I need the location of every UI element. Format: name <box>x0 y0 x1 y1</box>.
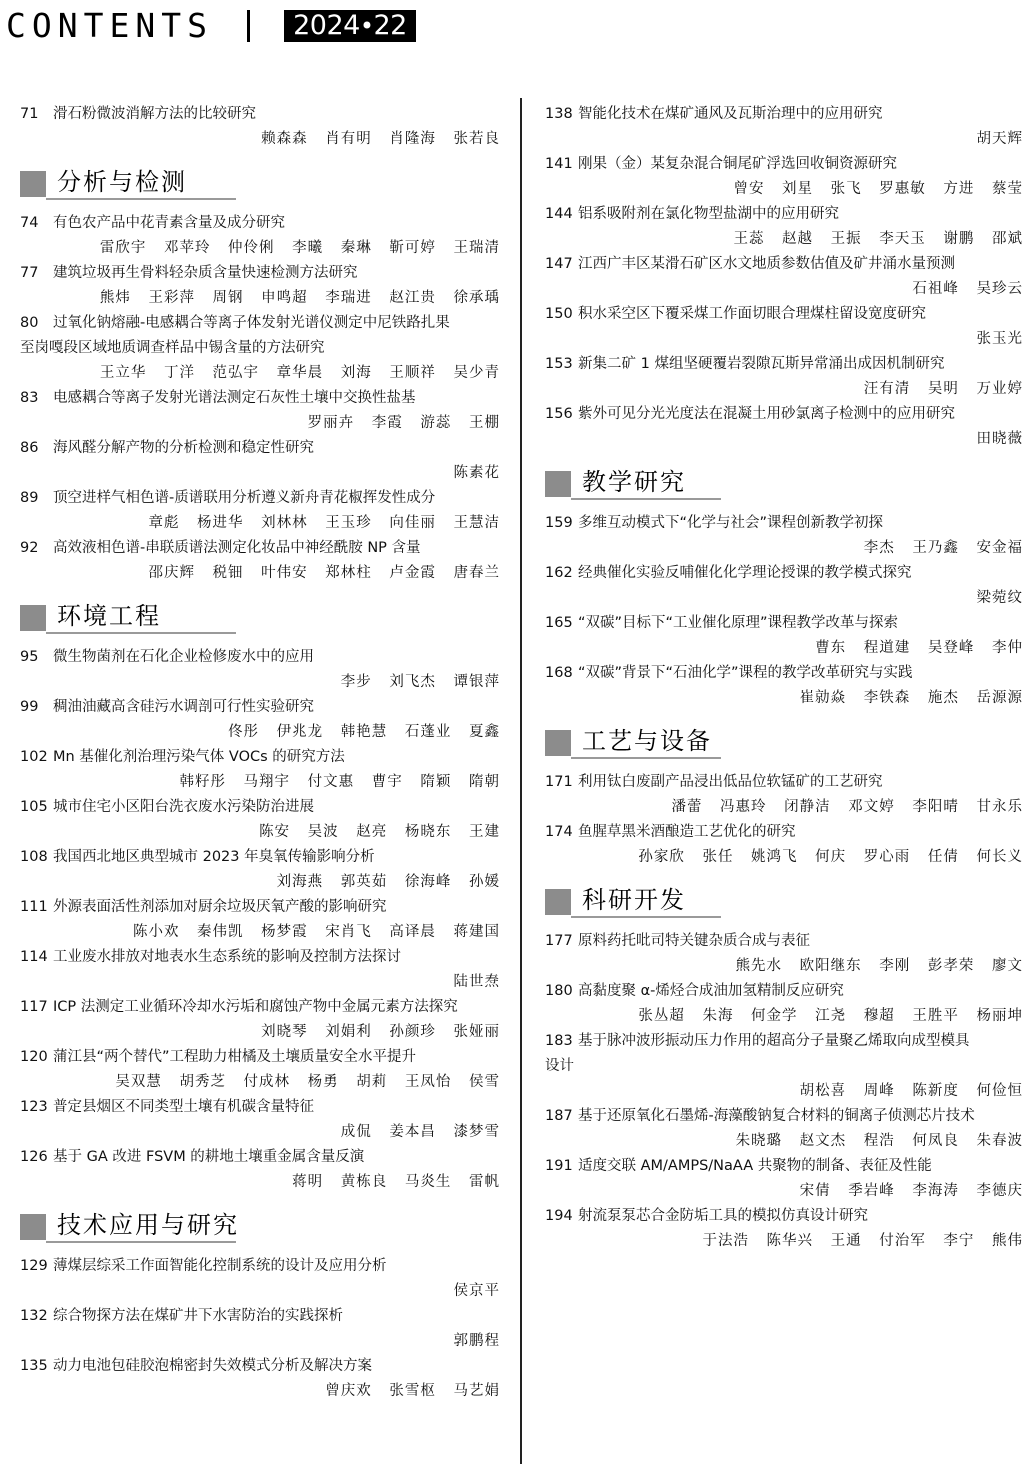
toc-authors: 石祖峰 吴珍云 <box>912 281 1023 297</box>
toc-page-number: 117 <box>20 999 48 1015</box>
section-heading <box>545 465 1023 499</box>
toc-authors: 熊炜 王彩萍 周钢 申鸣超 李瑞进 赵江贵 徐承瑀 <box>99 290 500 306</box>
toc-page-number: 95 <box>20 649 39 665</box>
toc-title: 综合物探方法在煤矿井下水害防治的实践探析 <box>53 1308 343 1324</box>
toc-title-line <box>20 102 500 127</box>
toc-entry[interactable] <box>20 386 500 436</box>
toc-entry[interactable] <box>20 1254 500 1304</box>
toc-entry[interactable] <box>545 1029 1023 1104</box>
toc-title: 动力电池包硅胶泡棉密封失效模式分析及解决方案 <box>53 1358 372 1374</box>
toc-authors: 于法浩 陈华兴 王通 付治军 李宁 熊伟 <box>702 1233 1023 1249</box>
toc-title-line <box>20 1354 500 1379</box>
toc-page-number: 129 <box>20 1258 48 1274</box>
toc-title-line <box>545 402 1023 427</box>
toc-authors: 汪有清 吴明 万业婷 <box>863 381 1023 397</box>
toc-title: Mn 基催化剂治理污染气体 VOCs 的研究方法 <box>53 749 345 765</box>
section-marker-square <box>545 889 571 915</box>
toc-page-number: 123 <box>20 1099 48 1115</box>
toc-title-line <box>20 1304 500 1329</box>
toc-page-number: 162 <box>545 565 573 581</box>
toc-title-line <box>545 820 1023 845</box>
issue-badge <box>284 10 416 42</box>
toc-page-number: 83 <box>20 390 39 406</box>
toc-page-number: 147 <box>545 256 573 272</box>
toc-page-number: 150 <box>545 306 573 322</box>
toc-page-number: 77 <box>20 265 39 281</box>
toc-title-line <box>20 261 500 286</box>
toc-title: 基于 GA 改进 FSVM 的耕地土壤重金属含量反演 <box>53 1149 365 1165</box>
toc-entry[interactable] <box>545 1204 1023 1254</box>
toc-page-number: 138 <box>545 106 573 122</box>
toc-title-line <box>545 352 1023 377</box>
toc-page-number: 105 <box>20 799 48 815</box>
toc-authors: 章彪 杨进华 刘林林 王玉珍 向佳丽 王慧洁 <box>148 515 500 531</box>
toc-entry[interactable] <box>545 979 1023 1029</box>
section-title: 工艺与设备 <box>582 727 712 755</box>
toc-title: 基于脉冲波形振动压力作用的超高分子量聚乙烯取向成型模具 <box>578 1033 970 1049</box>
toc-entry[interactable] <box>545 202 1023 252</box>
header-separator-bar <box>247 10 250 42</box>
toc-title: 射流泵泵芯合金防垢工具的模拟仿真设计研究 <box>578 1208 868 1224</box>
toc-title-line <box>545 561 1023 586</box>
toc-title: 电感耦合等离子发射光谱法测定石灰性土壤中交换性盐基 <box>53 390 416 406</box>
toc-title-line <box>20 486 500 511</box>
toc-authors: 陈素花 <box>453 465 500 481</box>
toc-authors: 曹东 程道建 吴登峰 李仲 <box>815 640 1023 656</box>
toc-title-line <box>20 1145 500 1170</box>
toc-authors: 张丛超 朱海 何金学 江尧 穆超 王胜平 杨丽坤 <box>638 1008 1023 1024</box>
toc-title-continuation <box>545 1054 1023 1079</box>
section-title: 环境工程 <box>57 602 161 630</box>
toc-entry[interactable] <box>545 820 1023 870</box>
toc-title-line <box>545 202 1023 227</box>
toc-entry[interactable] <box>545 302 1023 352</box>
toc-title-line <box>20 845 500 870</box>
toc-authors: 梁菀纹 <box>976 590 1023 606</box>
toc-title: 适度交联 AM/AMPS/NaAA 共聚物的制备、表征及性能 <box>578 1158 932 1174</box>
toc-title: 工业废水排放对地表水生态系统的影响及控制方法探讨 <box>53 949 401 965</box>
toc-title-line <box>545 1154 1023 1179</box>
toc-authors: 陆世焘 <box>453 974 500 990</box>
toc-authors: 曾安 刘星 张飞 罗惠敏 方进 蔡莹 <box>733 181 1023 197</box>
toc-title-line <box>545 661 1023 686</box>
toc-authors: 王立华 丁洋 范弘宇 章华晨 刘海 王顺祥 吴少青 <box>99 365 500 381</box>
toc-page-number: 74 <box>20 215 39 231</box>
toc-page-number: 102 <box>20 749 48 765</box>
toc-entry[interactable] <box>545 511 1023 561</box>
toc-authors: 侯京平 <box>453 1283 500 1299</box>
toc-entry[interactable] <box>20 795 500 845</box>
toc-title: 刚果（金）某复杂混合铜尾矿浮选回收铜资源研究 <box>578 156 897 172</box>
toc-title: 外源表面活性剂添加对厨余垃圾厌氧产酸的影响研究 <box>53 899 387 915</box>
toc-authors: 刘晓琴 刘娟利 孙颜珍 张娅丽 <box>261 1024 500 1040</box>
toc-entry[interactable] <box>20 536 500 586</box>
toc-entry[interactable] <box>20 695 500 745</box>
toc-title: 高黏度聚 α-烯烃合成油加氢精制反应研究 <box>578 983 844 999</box>
toc-authors: 朱晓璐 赵文杰 程浩 何凤良 朱春波 <box>735 1133 1023 1149</box>
toc-title-line <box>545 252 1023 277</box>
toc-title-line <box>20 645 500 670</box>
toc-entry[interactable] <box>20 486 500 536</box>
toc-title: 多维互动模式下“化学与社会”课程创新教学初探 <box>578 515 884 531</box>
toc-page-number: 168 <box>545 665 573 681</box>
toc-page-number: 171 <box>545 774 573 790</box>
toc-title: 利用钛白废副产品浸出低品位软锰矿的工艺研究 <box>578 774 883 790</box>
toc-title: 普定县烟区不同类型土壤有机碳含量特征 <box>53 1099 314 1115</box>
toc-page-number: 71 <box>20 106 39 122</box>
toc-title: 滑石粉微波消解方法的比较研究 <box>53 106 256 122</box>
column-divider <box>520 98 522 1464</box>
toc-title-line <box>545 102 1023 127</box>
toc-entry[interactable] <box>545 770 1023 820</box>
toc-title-line <box>545 611 1023 636</box>
section-heading <box>545 724 1023 758</box>
toc-title: 微生物菌剂在石化企业检修废水中的应用 <box>53 649 314 665</box>
toc-page-number: 194 <box>545 1208 573 1224</box>
toc-entry[interactable] <box>20 1095 500 1145</box>
toc-authors: 韩籽彤 马翔宇 付文惠 曹宇 隋颖 隋朝 <box>179 774 500 790</box>
toc-title-line <box>20 795 500 820</box>
toc-title: 有色农产品中花青素含量及成分研究 <box>53 215 285 231</box>
toc-title-continuation <box>20 336 500 361</box>
toc-title: 基于还原氧化石墨烯-海藻酸钠复合材料的铜离子侦测芯片技术 <box>578 1108 975 1124</box>
contents-label: CONTENTS <box>6 6 213 45</box>
toc-entry[interactable] <box>20 436 500 486</box>
toc-title: 城市住宅小区阳台洗衣废水污染防治进展 <box>53 799 314 815</box>
toc-page-number: 86 <box>20 440 39 456</box>
toc-right-column <box>545 102 1023 1254</box>
toc-entry[interactable] <box>545 352 1023 402</box>
toc-title: 我国西北地区典型城市 2023 年臭氧传输影响分析 <box>53 849 375 865</box>
toc-title-line <box>20 211 500 236</box>
toc-title: 紫外可见分光光度法在混凝土用砂氯离子检测中的应用研究 <box>578 406 955 422</box>
toc-authors: 陈安 吴波 赵亮 杨晓东 王建 <box>259 824 500 840</box>
toc-title-line <box>20 945 500 970</box>
toc-page-number: 135 <box>20 1358 48 1374</box>
toc-title-line <box>20 895 500 920</box>
section-title: 分析与检测 <box>57 168 187 196</box>
toc-page-number: 132 <box>20 1308 48 1324</box>
toc-title-line <box>20 1045 500 1070</box>
toc-authors: 吴双慧 胡秀芝 付成林 杨勇 胡莉 王凤怡 侯雪 <box>115 1074 500 1090</box>
toc-authors: 李步 刘飞杰 谭银萍 <box>340 674 500 690</box>
section-marker-square <box>545 730 571 756</box>
section-heading <box>20 1208 500 1242</box>
toc-page-number: 174 <box>545 824 573 840</box>
section-title: 技术应用与研究 <box>57 1211 239 1239</box>
toc-title-line <box>545 979 1023 1004</box>
toc-title-line <box>545 770 1023 795</box>
toc-entry[interactable] <box>20 745 500 795</box>
toc-title-line <box>545 929 1023 954</box>
toc-entry[interactable] <box>545 611 1023 661</box>
toc-page-number: 108 <box>20 849 48 865</box>
toc-title-line <box>20 1095 500 1120</box>
toc-title: 蒲江县“两个替代”工程助力柑橘及土壤质量安全水平提升 <box>53 1049 417 1065</box>
section-marker-square <box>545 471 571 497</box>
toc-title: 稠油油藏高含硅污水调剖可行性实验研究 <box>53 699 314 715</box>
toc-title-line <box>20 311 500 336</box>
toc-title-line <box>20 745 500 770</box>
toc-page-number: 159 <box>545 515 573 531</box>
toc-authors: 赖森森 肖有明 肖隆海 张若良 <box>261 131 500 147</box>
toc-title: “双碳”背景下“石油化学”课程的教学改革研究与实践 <box>578 665 913 681</box>
toc-title: 智能化技术在煤矿通风及瓦斯治理中的应用研究 <box>578 106 883 122</box>
section-marker-square <box>20 171 46 197</box>
toc-authors: 罗丽卉 李霞 游蕊 王棚 <box>307 415 500 431</box>
toc-title-line <box>545 511 1023 536</box>
toc-page-number: 153 <box>545 356 573 372</box>
toc-title-line <box>20 695 500 720</box>
toc-entry[interactable] <box>20 645 500 695</box>
toc-title: 过氧化钠熔融-电感耦合等离子体发射光谱仪测定中尼铁路扎果 <box>53 315 450 331</box>
toc-page-number: 99 <box>20 699 39 715</box>
toc-title: “双碳”目标下“工业催化原理”课程教学改革与探索 <box>578 615 899 631</box>
toc-page-number: 114 <box>20 949 48 965</box>
toc-authors: 潘蕾 冯惠玲 闭静洁 邓文婷 李阳晴 甘永乐 <box>671 799 1023 815</box>
toc-page-number: 183 <box>545 1033 573 1049</box>
section-heading <box>20 165 500 199</box>
toc-page-number: 177 <box>545 933 573 949</box>
toc-title-line <box>20 1254 500 1279</box>
toc-entry[interactable] <box>545 661 1023 711</box>
section-marker-square <box>20 1214 46 1240</box>
toc-title-line <box>545 1204 1023 1229</box>
section-heading <box>545 883 1023 917</box>
toc-title: 铝系吸附剂在氯化物型盐湖中的应用研究 <box>578 206 839 222</box>
toc-entry[interactable] <box>20 1145 500 1195</box>
toc-entry[interactable] <box>20 845 500 895</box>
toc-entry[interactable] <box>20 1354 500 1404</box>
page-header <box>0 0 1034 60</box>
section-title: 教学研究 <box>582 468 686 496</box>
toc-authors: 胡松喜 周峰 陈新度 何俭恒 <box>799 1083 1023 1099</box>
toc-authors: 张玉光 <box>976 331 1023 347</box>
toc-entry[interactable] <box>20 1045 500 1095</box>
toc-entry[interactable] <box>20 211 500 261</box>
toc-page-number: 191 <box>545 1158 573 1174</box>
toc-authors: 成侃 姜本昌 漆梦雪 <box>340 1124 500 1140</box>
toc-title-line <box>545 152 1023 177</box>
toc-entry[interactable] <box>20 945 500 995</box>
toc-page-number: 144 <box>545 206 573 222</box>
toc-title: 高效液相色谱-串联质谱法测定化妆品中神经酰胺 NP 含量 <box>53 540 421 556</box>
toc-authors: 王蕊 赵越 王振 李天玉 谢鹏 邵斌 <box>733 231 1023 247</box>
toc-title-line <box>20 995 500 1020</box>
toc-page-number: 126 <box>20 1149 48 1165</box>
toc-entry[interactable] <box>545 561 1023 611</box>
toc-page-number: 89 <box>20 490 39 506</box>
toc-authors: 雷欣宇 邓苹玲 仲伶俐 李曦 秦琳 靳可婷 王瑞清 <box>99 240 500 256</box>
toc-title: 建筑垃圾再生骨料轻杂质含量快速检测方法研究 <box>53 265 358 281</box>
toc-title-line <box>20 536 500 561</box>
toc-entry[interactable] <box>545 252 1023 302</box>
toc-left-column <box>20 102 500 1404</box>
issue-year: 2024 <box>293 10 360 41</box>
toc-entry[interactable] <box>545 929 1023 979</box>
toc-entry[interactable] <box>20 895 500 945</box>
toc-title: 顶空进样气相色谱-质谱联用分析遵义新舟青花椒挥发性成分 <box>53 490 436 506</box>
toc-page-number: 120 <box>20 1049 48 1065</box>
section-title: 科研开发 <box>582 886 686 914</box>
toc-authors: 宋倩 季岩峰 李海涛 李德庆 <box>799 1183 1023 1199</box>
toc-title: 鱼腥草黑米酒酿造工艺优化的研究 <box>578 824 796 840</box>
toc-authors: 佟彤 伊兆龙 韩艳慧 石蓬业 夏鑫 <box>228 724 500 740</box>
toc-entry[interactable] <box>545 1104 1023 1154</box>
toc-entry[interactable] <box>20 102 500 152</box>
toc-title: 薄煤层综采工作面智能化控制系统的设计及应用分析 <box>53 1258 387 1274</box>
toc-title: 海风醛分解产物的分析检测和稳定性研究 <box>53 440 314 456</box>
section-heading <box>20 599 500 633</box>
toc-authors: 蒋明 黄栋良 马炎生 雷帆 <box>292 1174 500 1190</box>
toc-entry[interactable] <box>20 1304 500 1354</box>
toc-authors: 崔勍焱 李铁森 施杰 岳源源 <box>799 690 1023 706</box>
toc-authors: 刘海燕 郭英茹 徐海峰 孙媛 <box>276 874 500 890</box>
issue-dot: • <box>359 12 374 40</box>
toc-entry[interactable] <box>545 102 1023 152</box>
toc-entry[interactable] <box>20 311 500 386</box>
issue-number: 22 <box>373 10 407 41</box>
toc-page-number: 165 <box>545 615 573 631</box>
toc-page-number: 80 <box>20 315 39 331</box>
toc-title: 积水采空区下覆采煤工作面切眼合理煤柱留设宽度研究 <box>578 306 926 322</box>
toc-entry[interactable] <box>20 995 500 1045</box>
toc-title: 设计 <box>545 1058 574 1074</box>
toc-title: 至岗嘎段区域地质调查样品中锡含量的方法研究 <box>20 340 325 356</box>
toc-authors: 郭鹏程 <box>453 1333 500 1349</box>
toc-title-line <box>545 1029 1023 1054</box>
toc-entry[interactable] <box>20 261 500 311</box>
toc-authors: 熊先水 欧阳继东 李刚 彭孝荣 廖文 <box>735 958 1023 974</box>
toc-authors: 胡天辉 <box>976 131 1023 147</box>
toc-title: 原料药托吡司特关键杂质合成与表征 <box>578 933 810 949</box>
toc-entry[interactable] <box>545 152 1023 202</box>
toc-page-number: 141 <box>545 156 573 172</box>
toc-page-number: 156 <box>545 406 573 422</box>
toc-title-line <box>20 436 500 461</box>
toc-title-line <box>545 1104 1023 1129</box>
section-marker-square <box>20 605 46 631</box>
toc-title: 经典催化实验反哺催化化学理论授课的教学模式探究 <box>578 565 912 581</box>
toc-authors: 邵庆辉 税钿 叶伟安 郑林柱 卢金霞 唐春兰 <box>148 565 500 581</box>
toc-authors: 陈小欢 秦伟凯 杨梦霞 宋肖飞 高译晨 蒋建国 <box>132 924 500 940</box>
toc-title: ICP 法测定工业循环冷却水污垢和腐蚀产物中金属元素方法探究 <box>53 999 458 1015</box>
toc-entry[interactable] <box>545 1154 1023 1204</box>
toc-authors: 李杰 王乃鑫 安金福 <box>863 540 1023 556</box>
toc-authors: 孙家欣 张任 姚鸿飞 何庆 罗心雨 任倩 何长义 <box>638 849 1023 865</box>
toc-page-number: 92 <box>20 540 39 556</box>
toc-title-line <box>20 386 500 411</box>
toc-entry[interactable] <box>545 402 1023 452</box>
toc-authors: 田晓薇 <box>976 431 1023 447</box>
toc-page-number: 111 <box>20 899 48 915</box>
toc-authors: 曾庆欢 张雪枢 马艺娟 <box>325 1383 500 1399</box>
toc-page-number: 180 <box>545 983 573 999</box>
toc-title: 新集二矿 1 煤组坚硬覆岩裂隙瓦斯异常涌出成因机制研究 <box>578 356 945 372</box>
toc-title-line <box>545 302 1023 327</box>
toc-title: 江西广丰区某滑石矿区水文地质参数估值及矿井涌水量预测 <box>578 256 955 272</box>
toc-page-number: 187 <box>545 1108 573 1124</box>
